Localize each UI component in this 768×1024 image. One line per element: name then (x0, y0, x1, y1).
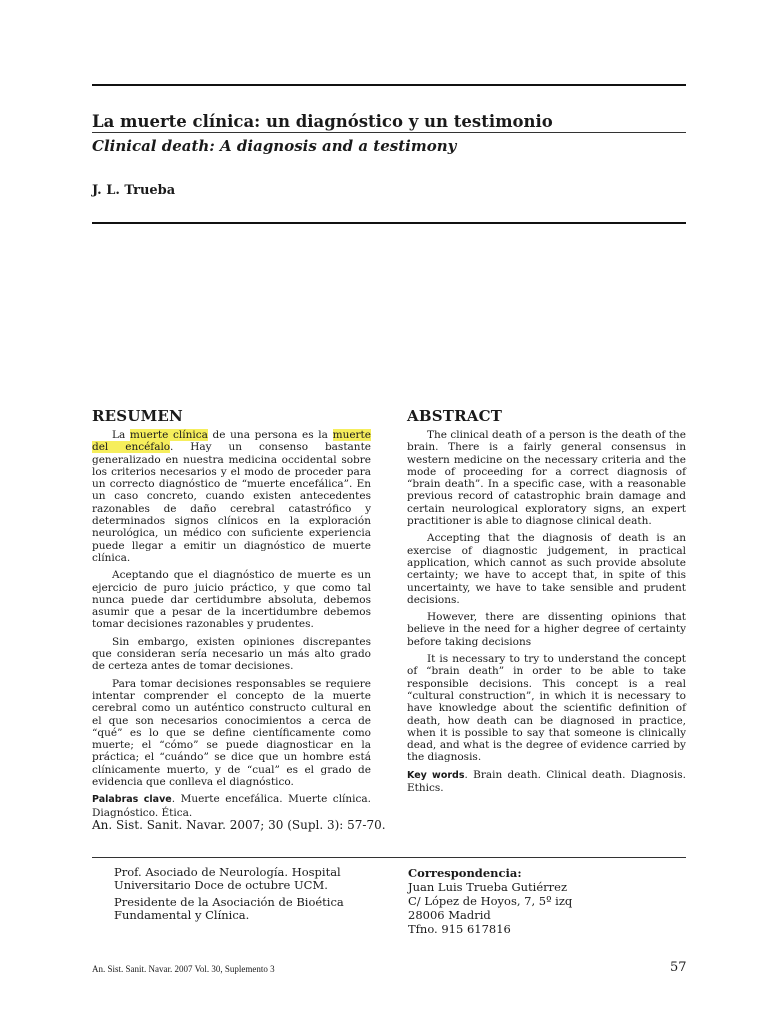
highlighted-text: muerte clínica (129, 429, 208, 441)
title-rule (92, 132, 686, 133)
top-rule (92, 84, 686, 86)
highlighted-text: muerte del encéfalo (92, 429, 371, 454)
correspondence-phone: Tfno. 915 617816 (408, 922, 511, 936)
author-affiliation (114, 866, 376, 926)
resumen-column (92, 406, 371, 824)
correspondence-address: C/ López de Hoyos, 7, 5º izq (408, 894, 573, 908)
resumen-paragraph-4: Para tomar decisiones responsables se requiere intentar comprender el concepto de la muerte cerebral como un auténtico constructo cultural en el que son necesarios conocimientos a cerca de “qué” es lo que se define científicamente como muerte; el “cómo” se puede diagnosticar en la práctica; el “cuándo” se dice que un hombre está clínicamente muerto, y de “cual” es el grado de evidencia que conlleva el diagnóstico. (92, 677, 371, 789)
affiliation-line: Presidente de la Asociación de Bioética Fundamental y Clínica. (114, 895, 344, 922)
resumen-heading: RESUMEN (92, 407, 183, 425)
keywords-label: Key words (407, 769, 465, 781)
abstract-column (407, 406, 686, 799)
footnote-rule (92, 857, 686, 858)
abstract-paragraph-3: However, there are dissenting opinions that believe in the need for a higher degree of certainty before taking decisions (407, 611, 686, 648)
resumen-text: . Hay un consenso bastante generalizado en nuestra medicina occidental sobre los criterios necesarios y el modo de proceder para un correcto diagnóstico de “muerte encefálica”. En un caso concreto, cuando existen antecedentes razonables de daño cerebral catastrófico y determinados signos clínicos en la exploración neurológica, un médico con suficiente experiencia puede llegar a emitir un diagnóstico de muerte clínica. (92, 441, 371, 564)
resumen-paragraph-2: Aceptando que el diagnóstico de muerte es un ejercicio de puro juicio práctico, y que como tal nunca puede dar certidumbre absoluta, debemos asumir que a pesar de la incertidumbre debemos tomar decisiones razonables y prudentes. (92, 569, 371, 631)
title-spanish: La muerte clínica: un diagnóstico y un testimonio (92, 112, 553, 131)
citation: An. Sist. Sanit. Navar. 2007; 30 (Supl. 3): 57-70. (92, 818, 386, 832)
resumen-text: de una persona es la (207, 429, 333, 441)
header-bottom-rule (92, 222, 686, 224)
correspondence (408, 866, 668, 936)
title-english: Clinical death: A diagnosis and a testimony (92, 137, 457, 155)
page-number: 57 (670, 960, 687, 975)
correspondence-title: Correspondencia: (408, 866, 522, 880)
keywords-text: . Muerte encefálica. Muerte clínica. Diagnóstico. Ética. (92, 793, 372, 819)
abstract-paragraph-4: It is necessary to try to understand the concept of “brain death” in order to be able to take responsible decisions. This concept is a real “cultural construction”, in which it is necessary to have knowledge about the scientific definition of death, how death can be diagnosed in practice, when it is possible to say that someone is clinically dead, and what is the degree of evidence carried by the diagnosis. (407, 653, 686, 764)
correspondence-city: 28006 Madrid (408, 908, 491, 922)
affiliation-line: Prof. Asociado de Neurología. Hospital Universitario Doce de octubre UCM. (114, 865, 341, 892)
resumen-keywords (92, 793, 371, 819)
keywords-label: Palabras clave (92, 794, 172, 806)
footer-journal: An. Sist. Sanit. Navar. 2007 Vol. 30, Suplemento 3 (92, 964, 275, 974)
resumen-paragraph-3: Sin embargo, existen opiniones discrepantes que consideran sería necesario un más alto grado de certeza antes de tomar decisiones. (92, 635, 371, 673)
resumen-paragraph-1 (92, 429, 371, 564)
correspondence-name: Juan Luis Trueba Gutiérrez (408, 880, 568, 894)
resumen-text: La (112, 429, 130, 441)
keywords-text: . Brain death. Clinical death. Diagnosis. Ethics. (407, 768, 686, 795)
author: J. L. Trueba (92, 183, 176, 198)
abstract-heading: ABSTRACT (407, 407, 503, 425)
abstract-paragraph-1: The clinical death of a person is the death of the brain. There is a fairly general consensus in western medicine on the necessary criteria and the mode of proceeding for a correct diagnosis of “brain death”. In a specific case, with a reasonable previous record of catastrophic brain damage and certain neurological exploratory signs, an expert practitioner is able to diagnose clinical death. (407, 429, 686, 528)
abstract-keywords (407, 769, 686, 795)
abstract-paragraph-2: Accepting that the diagnosis of death is an exercise of diagnostic judgement, in practical application, which cannot as such provide absolute certainty; we have to accept that, in spite of this uncertainty, we have to take sensible and prudent decisions. (407, 532, 686, 606)
